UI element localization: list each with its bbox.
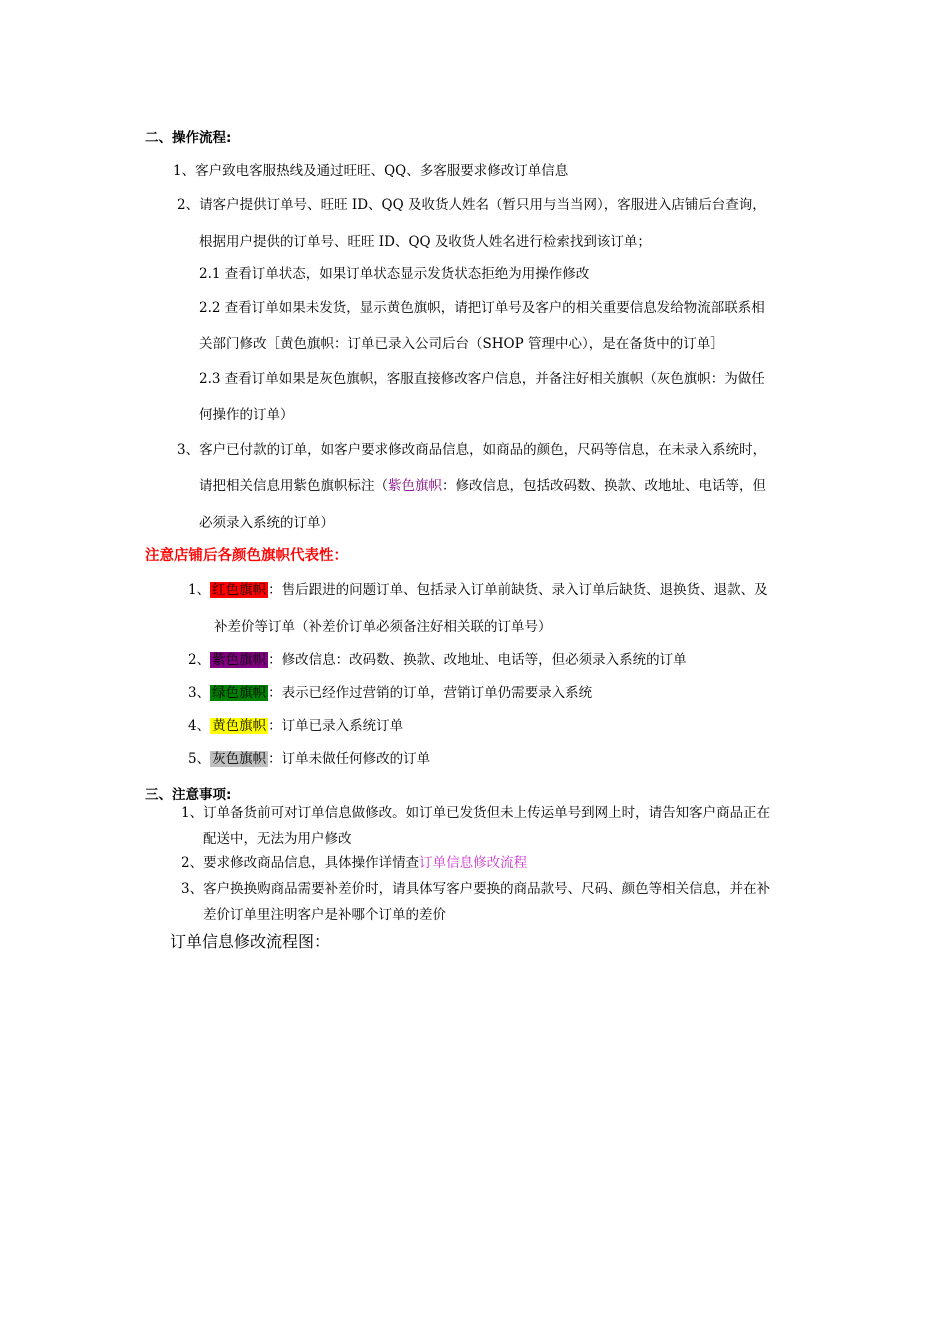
flag-desc: ：订单已录入系统订单 [268,718,404,734]
section2-sub22-line1: 2.2 查看订单如果未发货，显示黄色旗帜，请把订单号及客户的相关重要信息发给物流部联系相 [199,300,765,316]
section2-item1: 1、客户致电客服热线及通过旺旺、QQ、多客服要求修改订单信息 [173,163,569,179]
section3-item1-line1: 1、订单备货前可对订单信息做修改。如订单已发货但未上传运单号到网上时，请告知客户商品正在 [181,805,771,821]
flag-num: 1、 [188,582,211,598]
green-flag-label: 绿色旗帜 [212,685,267,701]
flag-item-red [188,581,768,599]
section2-item2-line2: 根据用户提供的订单号、旺旺 ID、QQ 及收货人姓名进行检索找到该订单； [199,234,651,250]
section2-sub22-line2: 关部门修改［黄色旗帜：订单已录入公司后台（SHOP 管理中心），是在备货中的订单］ [199,336,724,352]
section3-item3-line1: 3、客户换换购商品需要补差价时，请具体写客户要换的商品款号、尺码、颜色等相关信息，并在补 [181,881,771,897]
section2-item3-line1: 3、客户已付款的订单，如客户要求修改商品信息，如商品的颜色，尺码等信息，在未录入系统时， [177,442,767,458]
purple-flag-label: 紫色旗帜 [212,652,267,668]
section2-item3-line2 [199,477,766,495]
flag-item-purple [188,651,687,669]
flowchart-title: 订单信息修改流程图： [170,932,331,951]
red-flag-label: 红色旗帜 [212,582,267,598]
flag-num: 2、 [188,652,211,668]
flag-num: 4、 [188,718,211,734]
flags-title: 注意店铺后各颜色旗帜代表性： [145,548,348,564]
purple-flag-text: 紫色旗帜 [388,478,442,494]
gray-flag-label: 灰色旗帜 [212,751,267,767]
yellow-flag-label: 黄色旗帜 [212,718,267,734]
flag-num: 5、 [188,751,211,767]
item3-text-c: ：修改信息，包括改码数、换款、改地址、电话等，但 [442,478,766,494]
section3-title: 三、注意事项: [145,787,232,803]
flow-link[interactable]: 订单信息修改流程 [419,855,528,871]
section3-item3-line2: 差价订单里注明客户是补哪个订单的差价 [203,907,446,923]
flag-desc: ：售后跟进的问题订单、包括录入订单前缺货、录入订单后缺货、退换货、退款、及 [268,582,768,598]
section2-title: 二、操作流程: [145,130,232,146]
section2-sub23-line1: 2.3 查看订单如果是灰色旗帜，客服直接修改客户信息，并备注好相关旗帜（灰色旗帜：为做任 [199,371,765,387]
item3-text-a: 请把相关信息用紫色旗帜标注（ [199,478,388,494]
section3-item1-line2: 配送中，无法为用户修改 [203,831,352,847]
flag-item-green [188,684,592,702]
section2-item2-line1: 2、请客户提供订单号、旺旺 ID、QQ 及收货人姓名（暂只用与当当网），客服进入店铺后台查询， [177,197,766,213]
section2-sub23-line2: 何操作的订单） [199,407,294,423]
section2-sub21: 2.1 查看订单状态，如果订单状态显示发货状态拒绝为用操作修改 [199,266,590,282]
flag-desc: ：表示已经作过营销的订单，营销订单仍需要录入系统 [268,685,593,701]
flag-desc: ：订单未做任何修改的订单 [268,751,431,767]
flag-item-red-line2: 补差价等订单（补差价订单必须备注好相关联的订单号） [214,619,552,635]
flag-item-yellow [188,717,403,735]
flag-item-gray [188,750,430,768]
flag-num: 3、 [188,685,211,701]
section2-item3-line3: 必须录入系统的订单） [199,515,334,531]
section3-item2 [181,854,527,872]
section3-item2-text: 2、要求修改商品信息，具体操作详情查 [181,855,420,871]
flag-desc: ：修改信息：改码数、换款、改地址、电话等，但必须录入系统的订单 [268,652,687,668]
